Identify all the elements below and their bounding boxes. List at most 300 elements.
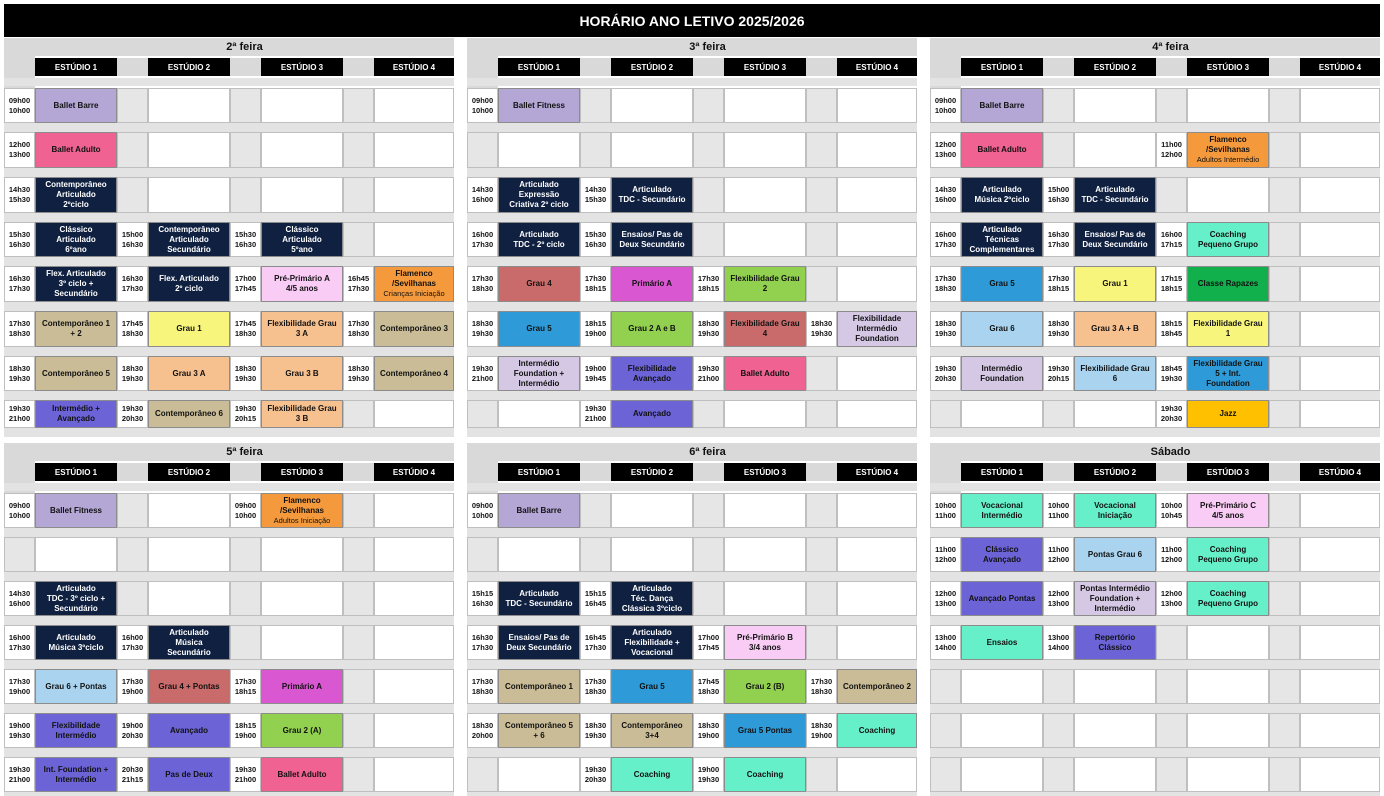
empty-slot bbox=[724, 581, 806, 616]
studio-header: ESTÚDIO 2 bbox=[1074, 58, 1156, 76]
empty-slot bbox=[1074, 757, 1156, 792]
empty-slot bbox=[1300, 400, 1380, 428]
empty-slot bbox=[148, 493, 230, 528]
class-time: 17h30 18h15 bbox=[693, 266, 724, 302]
class-time bbox=[230, 177, 261, 213]
class-block: Grau 3 A + B bbox=[1074, 311, 1156, 347]
studio-header: ESTÚDIO 4 bbox=[374, 58, 454, 76]
class-time: 20h30 21h15 bbox=[117, 757, 148, 792]
studio-header: ESTÚDIO 3 bbox=[724, 463, 806, 481]
studio-header: ESTÚDIO 1 bbox=[961, 58, 1043, 76]
class-time bbox=[1269, 311, 1300, 347]
class-block: Avançado bbox=[611, 400, 693, 428]
class-time bbox=[117, 537, 148, 572]
class-block: Flexibilidade Intermédio Foundation bbox=[837, 311, 917, 347]
day-panel bbox=[467, 38, 917, 423]
empty-slot bbox=[1300, 537, 1380, 572]
empty-slot bbox=[1300, 581, 1380, 616]
class-time: 10h00 11h00 bbox=[1043, 493, 1074, 528]
class-block: Pontas Intermédio Foundation + Intermédio bbox=[1074, 581, 1156, 616]
class-time bbox=[343, 88, 374, 123]
class-time bbox=[693, 132, 724, 168]
class-block: Contemporâneo 3+4 bbox=[611, 713, 693, 748]
class-time: 16h45 17h30 bbox=[580, 625, 611, 660]
class-time: 11h00 12h00 bbox=[1156, 537, 1187, 572]
class-time: 16h30 17h30 bbox=[117, 266, 148, 302]
class-time bbox=[806, 88, 837, 123]
studio-header: ESTÚDIO 1 bbox=[498, 463, 580, 481]
class-time bbox=[467, 537, 498, 572]
empty-slot bbox=[1300, 757, 1380, 792]
class-block: Ensaios/ Pas de Deux Secundário bbox=[611, 222, 693, 257]
class-time: 09h00 10h00 bbox=[4, 493, 35, 528]
class-block: Vocacional Iniciação bbox=[1074, 493, 1156, 528]
class-block: Primário A bbox=[611, 266, 693, 302]
class-time: 16h00 17h30 bbox=[930, 222, 961, 257]
class-block: Articulado Música 3ºciclo bbox=[35, 625, 117, 660]
empty-slot bbox=[1300, 266, 1380, 302]
day-panel bbox=[930, 38, 1380, 423]
class-block: Grau 3 A bbox=[148, 356, 230, 391]
class-time: 17h30 19h00 bbox=[117, 669, 148, 704]
empty-slot bbox=[148, 581, 230, 616]
class-time bbox=[806, 222, 837, 257]
class-block: Grau 5 bbox=[611, 669, 693, 704]
class-time bbox=[1269, 356, 1300, 391]
empty-slot bbox=[148, 177, 230, 213]
empty-slot bbox=[724, 493, 806, 528]
class-time bbox=[806, 356, 837, 391]
class-time bbox=[580, 88, 611, 123]
class-block: Contemporâneo 5 + 6 bbox=[498, 713, 580, 748]
class-time bbox=[930, 669, 961, 704]
class-block: Flexibilidade Grau 1 bbox=[1187, 311, 1269, 347]
class-time bbox=[806, 625, 837, 660]
class-time bbox=[930, 757, 961, 792]
class-time: 17h30 18h15 bbox=[230, 669, 261, 704]
class-time: 14h30 15h30 bbox=[580, 177, 611, 213]
class-block: Ballet Barre bbox=[498, 493, 580, 528]
class-time bbox=[230, 537, 261, 572]
empty-slot bbox=[724, 537, 806, 572]
class-block: Articulado TDC - 3º ciclo + Secundário bbox=[35, 581, 117, 616]
class-block: Coaching bbox=[724, 757, 806, 792]
class-block: Intermédio Foundation + Intermédio bbox=[498, 356, 580, 391]
class-time: 15h15 16h30 bbox=[467, 581, 498, 616]
class-block: Flamenco /Sevilhanas Crianças Iniciação bbox=[374, 266, 454, 302]
class-time bbox=[1269, 625, 1300, 660]
class-time bbox=[580, 493, 611, 528]
class-time: 19h00 19h30 bbox=[693, 757, 724, 792]
class-block: Pontas Grau 6 bbox=[1074, 537, 1156, 572]
class-time: 18h30 19h30 bbox=[230, 356, 261, 391]
studio-header: ESTÚDIO 3 bbox=[1187, 463, 1269, 481]
class-time: 11h00 12h00 bbox=[1156, 132, 1187, 168]
studio-header: ESTÚDIO 3 bbox=[1187, 58, 1269, 76]
class-time: 19h00 19h30 bbox=[4, 713, 35, 748]
empty-slot bbox=[374, 713, 454, 748]
class-time: 18h30 19h30 bbox=[693, 311, 724, 347]
empty-slot bbox=[148, 132, 230, 168]
empty-slot bbox=[837, 356, 917, 391]
empty-slot bbox=[1074, 132, 1156, 168]
class-time bbox=[930, 713, 961, 748]
class-block: Ballet Barre bbox=[961, 88, 1043, 123]
page-title: HORÁRIO ANO LETIVO 2025/2026 bbox=[4, 4, 1380, 37]
class-time: 18h30 19h00 bbox=[806, 713, 837, 748]
class-block: Flexibilidade Avançado bbox=[611, 356, 693, 391]
class-time: 17h30 18h15 bbox=[580, 266, 611, 302]
empty-slot bbox=[837, 537, 917, 572]
empty-slot bbox=[961, 400, 1043, 428]
empty-slot bbox=[374, 400, 454, 428]
empty-slot bbox=[1187, 88, 1269, 123]
class-time: 18h30 19h30 bbox=[806, 311, 837, 347]
class-time: 14h30 16h00 bbox=[467, 177, 498, 213]
class-block: Articulado TDC - Secundário bbox=[611, 177, 693, 213]
day-title: 2ª feira bbox=[35, 38, 454, 56]
class-time: 14h30 16h00 bbox=[4, 581, 35, 616]
class-time: 17h30 18h15 bbox=[1043, 266, 1074, 302]
class-block: Grau 2 (B) bbox=[724, 669, 806, 704]
class-block: Classe Rapazes bbox=[1187, 266, 1269, 302]
class-time bbox=[117, 581, 148, 616]
class-time bbox=[806, 493, 837, 528]
class-block: Contemporâneo Articulado Secundário bbox=[148, 222, 230, 257]
empty-slot bbox=[1300, 311, 1380, 347]
class-block: Articulado TDC - Secundário bbox=[1074, 177, 1156, 213]
class-time bbox=[230, 625, 261, 660]
empty-slot bbox=[1187, 625, 1269, 660]
class-block: Flexibilidade Grau 3 B bbox=[261, 400, 343, 428]
empty-slot bbox=[837, 222, 917, 257]
studio-header: ESTÚDIO 1 bbox=[498, 58, 580, 76]
class-block: Coaching bbox=[837, 713, 917, 748]
studio-header: ESTÚDIO 4 bbox=[374, 463, 454, 481]
class-time bbox=[343, 132, 374, 168]
class-block: Articulado Música Secundário bbox=[148, 625, 230, 660]
class-time: 15h00 16h30 bbox=[1043, 177, 1074, 213]
class-time bbox=[343, 400, 374, 428]
class-time: 09h00 10h00 bbox=[930, 88, 961, 123]
class-time: 18h30 19h30 bbox=[117, 356, 148, 391]
class-time: 17h30 18h30 bbox=[806, 669, 837, 704]
empty-slot bbox=[611, 493, 693, 528]
class-time bbox=[1269, 400, 1300, 428]
class-block: Ensaios/ Pas de Deux Secundário bbox=[1074, 222, 1156, 257]
class-block: Flexibilidade Grau 6 bbox=[1074, 356, 1156, 391]
class-time: 12h00 13h00 bbox=[1043, 581, 1074, 616]
class-time bbox=[1043, 757, 1074, 792]
empty-slot bbox=[1300, 132, 1380, 168]
class-time bbox=[1269, 493, 1300, 528]
class-block: Ballet Fitness bbox=[498, 88, 580, 123]
class-block: Contemporâneo 2 bbox=[837, 669, 917, 704]
class-time bbox=[1043, 400, 1074, 428]
class-time bbox=[1269, 537, 1300, 572]
class-time: 18h45 19h30 bbox=[1156, 356, 1187, 391]
empty-slot bbox=[374, 625, 454, 660]
class-time: 15h30 16h30 bbox=[580, 222, 611, 257]
class-time bbox=[1156, 88, 1187, 123]
class-block: Contemporâneo 1 + 2 bbox=[35, 311, 117, 347]
class-time bbox=[467, 757, 498, 792]
class-time: 16h00 17h30 bbox=[117, 625, 148, 660]
class-block: Pré-Primário B 3/4 anos bbox=[724, 625, 806, 660]
class-time bbox=[693, 537, 724, 572]
class-time bbox=[343, 757, 374, 792]
class-block: Clássico Articulado 6ºano bbox=[35, 222, 117, 257]
class-time bbox=[343, 581, 374, 616]
class-block: Clássico Articulado 5ºano bbox=[261, 222, 343, 257]
empty-slot bbox=[1300, 669, 1380, 704]
class-time bbox=[806, 266, 837, 302]
class-block: Grau 6 bbox=[961, 311, 1043, 347]
class-time bbox=[693, 88, 724, 123]
class-time bbox=[1043, 88, 1074, 123]
class-time: 11h00 12h00 bbox=[930, 537, 961, 572]
class-time: 18h15 18h45 bbox=[1156, 311, 1187, 347]
class-time bbox=[4, 537, 35, 572]
class-time bbox=[343, 713, 374, 748]
class-time: 18h30 19h30 bbox=[580, 713, 611, 748]
class-block: Clássico Avançado bbox=[961, 537, 1043, 572]
class-time bbox=[580, 537, 611, 572]
class-time bbox=[343, 222, 374, 257]
day-panel bbox=[467, 443, 917, 796]
class-block: Flamenco /Sevilhanas Adultos Iniciação bbox=[261, 493, 343, 528]
class-block: Articulado Música 2ºciclo bbox=[961, 177, 1043, 213]
class-time bbox=[1043, 669, 1074, 704]
class-time bbox=[1269, 266, 1300, 302]
class-time: 19h30 20h30 bbox=[117, 400, 148, 428]
empty-slot bbox=[837, 625, 917, 660]
class-time: 17h30 18h30 bbox=[4, 311, 35, 347]
studio-header: ESTÚDIO 2 bbox=[1074, 463, 1156, 481]
class-time: 13h00 14h00 bbox=[930, 625, 961, 660]
class-block: Grau 4 + Pontas bbox=[148, 669, 230, 704]
empty-slot bbox=[498, 400, 580, 428]
day-panel bbox=[930, 443, 1380, 796]
class-time bbox=[693, 581, 724, 616]
class-time: 16h30 17h30 bbox=[1043, 222, 1074, 257]
class-time: 16h30 17h30 bbox=[4, 266, 35, 302]
class-time bbox=[693, 400, 724, 428]
empty-slot bbox=[837, 581, 917, 616]
empty-slot bbox=[724, 88, 806, 123]
class-block: Articulado Flexibilidade + Vocacional bbox=[611, 625, 693, 660]
empty-slot bbox=[1187, 757, 1269, 792]
class-block: Avançado bbox=[148, 713, 230, 748]
empty-slot bbox=[837, 757, 917, 792]
empty-slot bbox=[724, 222, 806, 257]
empty-slot bbox=[1300, 713, 1380, 748]
empty-slot bbox=[1074, 400, 1156, 428]
studio-header: ESTÚDIO 4 bbox=[1300, 463, 1380, 481]
empty-slot bbox=[837, 132, 917, 168]
class-time: 19h30 20h30 bbox=[580, 757, 611, 792]
day-panel bbox=[4, 38, 454, 423]
class-time bbox=[343, 669, 374, 704]
empty-slot bbox=[374, 669, 454, 704]
empty-slot bbox=[724, 400, 806, 428]
class-time bbox=[467, 132, 498, 168]
class-time bbox=[806, 757, 837, 792]
empty-slot bbox=[261, 581, 343, 616]
empty-slot bbox=[837, 177, 917, 213]
empty-slot bbox=[724, 132, 806, 168]
class-time: 18h30 19h30 bbox=[1043, 311, 1074, 347]
class-block: Flex. Articulado 2º ciclo bbox=[148, 266, 230, 302]
class-time: 12h00 13h00 bbox=[1156, 581, 1187, 616]
class-time bbox=[1269, 713, 1300, 748]
class-time: 19h00 20h30 bbox=[117, 713, 148, 748]
day-title: 3ª feira bbox=[498, 38, 917, 56]
empty-slot bbox=[1187, 177, 1269, 213]
class-block: Coaching Pequeno Grupo bbox=[1187, 581, 1269, 616]
class-block: Intermédio Foundation bbox=[961, 356, 1043, 391]
class-time: 19h30 21h00 bbox=[4, 400, 35, 428]
class-time: 16h00 17h15 bbox=[1156, 222, 1187, 257]
class-time bbox=[343, 537, 374, 572]
class-time: 17h15 18h15 bbox=[1156, 266, 1187, 302]
class-time bbox=[1156, 757, 1187, 792]
class-block: Articulado TDC - Secundário bbox=[498, 581, 580, 616]
empty-slot bbox=[374, 537, 454, 572]
class-block: Flamenco /Sevilhanas Adultos Intermédio bbox=[1187, 132, 1269, 168]
day-title: 5ª feira bbox=[35, 443, 454, 461]
class-block: Repertório Clássico bbox=[1074, 625, 1156, 660]
empty-slot bbox=[611, 537, 693, 572]
empty-slot bbox=[1074, 669, 1156, 704]
class-block: Pré-Primário C 4/5 anos bbox=[1187, 493, 1269, 528]
empty-slot bbox=[148, 88, 230, 123]
class-time: 17h00 17h45 bbox=[230, 266, 261, 302]
class-block: Grau 2 A e B bbox=[611, 311, 693, 347]
class-time: 17h30 18h30 bbox=[343, 311, 374, 347]
class-time: 15h00 16h30 bbox=[117, 222, 148, 257]
empty-slot bbox=[837, 88, 917, 123]
class-time bbox=[806, 177, 837, 213]
class-time bbox=[230, 581, 261, 616]
class-time: 18h30 19h30 bbox=[930, 311, 961, 347]
class-time: 18h30 19h30 bbox=[4, 356, 35, 391]
class-block: Flexibilidade Grau 5 + Int. Foundation bbox=[1187, 356, 1269, 391]
class-block: Pas de Deux bbox=[148, 757, 230, 792]
class-time: 19h30 21h00 bbox=[230, 757, 261, 792]
class-time bbox=[1269, 177, 1300, 213]
class-time: 13h00 14h00 bbox=[1043, 625, 1074, 660]
empty-slot bbox=[261, 625, 343, 660]
class-time: 10h00 10h45 bbox=[1156, 493, 1187, 528]
class-time: 09h00 10h00 bbox=[467, 493, 498, 528]
class-time bbox=[806, 132, 837, 168]
studio-header: ESTÚDIO 1 bbox=[961, 463, 1043, 481]
class-time bbox=[117, 493, 148, 528]
class-time: 18h30 19h30 bbox=[467, 311, 498, 347]
empty-slot bbox=[374, 757, 454, 792]
empty-slot bbox=[1300, 88, 1380, 123]
class-block: Ballet Adulto bbox=[35, 132, 117, 168]
class-time: 18h30 19h30 bbox=[343, 356, 374, 391]
class-block: Flexibilidade Intermédio bbox=[35, 713, 117, 748]
class-time bbox=[230, 88, 261, 123]
class-time bbox=[580, 132, 611, 168]
empty-slot bbox=[1187, 669, 1269, 704]
day-title: 4ª feira bbox=[961, 38, 1380, 56]
class-block: Contemporâneo 5 bbox=[35, 356, 117, 391]
empty-slot bbox=[837, 400, 917, 428]
class-block: Coaching Pequeno Grupo bbox=[1187, 222, 1269, 257]
class-block: Grau 4 bbox=[498, 266, 580, 302]
class-time bbox=[467, 400, 498, 428]
class-time bbox=[343, 625, 374, 660]
day-panel bbox=[4, 443, 454, 796]
class-time: 18h15 19h00 bbox=[580, 311, 611, 347]
class-time bbox=[1043, 713, 1074, 748]
class-block: Contemporâneo 4 bbox=[374, 356, 454, 391]
studio-header: ESTÚDIO 2 bbox=[611, 58, 693, 76]
studio-header: ESTÚDIO 3 bbox=[261, 463, 343, 481]
class-time bbox=[930, 400, 961, 428]
class-time bbox=[1269, 222, 1300, 257]
class-block: Flex. Articulado 3º ciclo + Secundário bbox=[35, 266, 117, 302]
empty-slot bbox=[498, 132, 580, 168]
day-title: Sábado bbox=[961, 443, 1380, 461]
class-block: Grau 5 bbox=[498, 311, 580, 347]
class-time: 19h30 20h30 bbox=[930, 356, 961, 391]
empty-slot bbox=[1074, 88, 1156, 123]
class-time: 12h00 13h00 bbox=[930, 132, 961, 168]
class-block: Intermédio + Avançado bbox=[35, 400, 117, 428]
class-block: Grau 1 bbox=[1074, 266, 1156, 302]
class-block: Ballet Barre bbox=[35, 88, 117, 123]
studio-header: ESTÚDIO 4 bbox=[837, 463, 917, 481]
empty-slot bbox=[1300, 222, 1380, 257]
empty-slot bbox=[374, 132, 454, 168]
class-time: 18h30 20h00 bbox=[467, 713, 498, 748]
class-time bbox=[1269, 132, 1300, 168]
class-block: Contemporâneo 6 bbox=[148, 400, 230, 428]
class-block: Articulado Técnicas Complementares bbox=[961, 222, 1043, 257]
studio-header: ESTÚDIO 3 bbox=[724, 58, 806, 76]
class-block: Ballet Fitness bbox=[35, 493, 117, 528]
class-time bbox=[806, 400, 837, 428]
class-block: Vocacional Intermédio bbox=[961, 493, 1043, 528]
day-title: 6ª feira bbox=[498, 443, 917, 461]
class-time: 16h00 17h30 bbox=[467, 222, 498, 257]
class-time bbox=[693, 222, 724, 257]
class-block: Contemporâneo 3 bbox=[374, 311, 454, 347]
class-block: Ballet Adulto bbox=[261, 757, 343, 792]
class-block: Grau 3 B bbox=[261, 356, 343, 391]
empty-slot bbox=[1074, 713, 1156, 748]
empty-slot bbox=[498, 757, 580, 792]
class-time bbox=[806, 581, 837, 616]
class-time: 19h30 21h00 bbox=[693, 356, 724, 391]
class-time: 15h30 16h30 bbox=[230, 222, 261, 257]
class-time: 17h45 18h30 bbox=[230, 311, 261, 347]
class-block: Grau 5 Pontas bbox=[724, 713, 806, 748]
empty-slot bbox=[261, 537, 343, 572]
class-time bbox=[117, 132, 148, 168]
class-time: 12h00 13h00 bbox=[4, 132, 35, 168]
class-block: Jazz bbox=[1187, 400, 1269, 428]
empty-slot bbox=[498, 537, 580, 572]
empty-slot bbox=[374, 177, 454, 213]
empty-slot bbox=[837, 266, 917, 302]
class-time: 14h30 16h00 bbox=[930, 177, 961, 213]
